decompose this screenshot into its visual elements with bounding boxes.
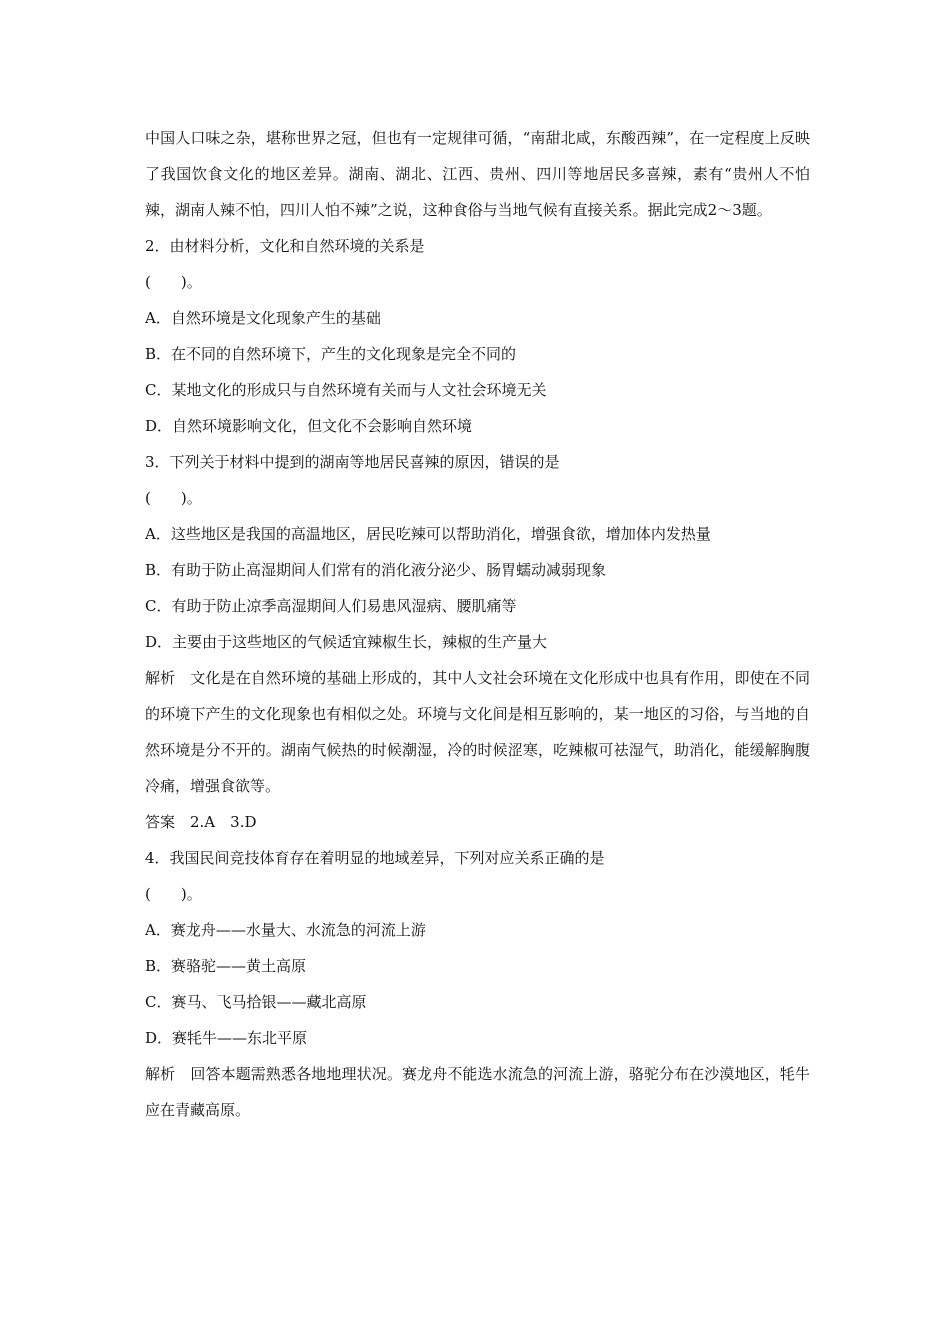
question-2-option-a: A．自然环境是文化现象产生的基础	[145, 309, 381, 327]
question-3-stem: 3．下列关于材料中提到的湖南等地居民喜辣的原因，错误的是	[145, 453, 560, 471]
question-4-option-c: C．赛马、飞马拾银——藏北高原	[145, 993, 367, 1011]
answer-line: 答案 2.A 3.D	[145, 813, 257, 831]
question-4-option-d: D．赛牦牛——东北平原	[145, 1029, 308, 1047]
question-3-option-a: A．这些地区是我国的高温地区，居民吃辣可以帮助消化，增强食欲，增加体内发热量	[145, 525, 711, 543]
analysis-paragraph-1: 解析 文化是在自然环境的基础上形成的，其中人文社会环境在文化形成中也具有作用，即使在不同的环境下产生的文化现象也有相似之处。环境与文化间是相互影响的，某一地区的习俗，与当地的自然环境是分不开的。湖南气候热的时候潮湿，冷的时候涩寒，吃辣椒可祛湿气，助消化，能缓解胸腹冷痛，增强食欲等。	[145, 669, 810, 795]
document-body	[145, 120, 810, 1128]
question-2-stem: 2．由材料分析，文化和自然环境的关系是	[145, 237, 425, 255]
question-2-option-c: C．某地文化的形成只与自然环境有关而与人文社会环境无关	[145, 381, 547, 399]
question-3-option-b: B．有助于防止高湿期间人们常有的消化液分泌少、肠胃蠕动减弱现象	[145, 561, 607, 579]
question-3-option-d: D．主要由于这些地区的气候适宜辣椒生长，辣椒的生产量大	[145, 633, 548, 651]
question-4-option-b: B．赛骆驼——黄土高原	[145, 957, 307, 975]
question-4-answer-bracket: ( )。	[145, 885, 202, 903]
question-2-option-d: D．自然环境影响文化，但文化不会影响自然环境	[145, 417, 473, 435]
analysis-paragraph-2: 解析 回答本题需熟悉各地地理状况。赛龙舟不能选水流急的河流上游，骆驼分布在沙漠地区，牦牛应在青藏高原。	[145, 1065, 810, 1119]
question-4-stem: 4．我国民间竞技体育存在着明显的地域差异，下列对应关系正确的是	[145, 849, 605, 867]
question-2-option-b: B．在不同的自然环境下，产生的文化现象是完全不同的	[145, 345, 517, 363]
question-3-option-c: C．有助于防止凉季高湿期间人们易患风湿病、腰肌痛等	[145, 597, 517, 615]
question-3-answer-bracket: ( )。	[145, 489, 202, 507]
question-2-answer-bracket: ( )。	[145, 273, 202, 291]
intro-paragraph: 中国人口味之杂，堪称世界之冠，但也有一定规律可循，“南甜北咸，东酸西辣”，在一定程度上反映了我国饮食文化的地区差异。湖南、湖北、江西、贵州、四川等地居民多喜辣，素有“贵州人不怕辣，湖南人辣不怕，四川人怕不辣”之说，这种食俗与当地气候有直接关系。据此完成2～3题。	[145, 129, 810, 219]
question-4-option-a: A．赛龙舟——水量大、水流急的河流上游	[145, 921, 426, 939]
